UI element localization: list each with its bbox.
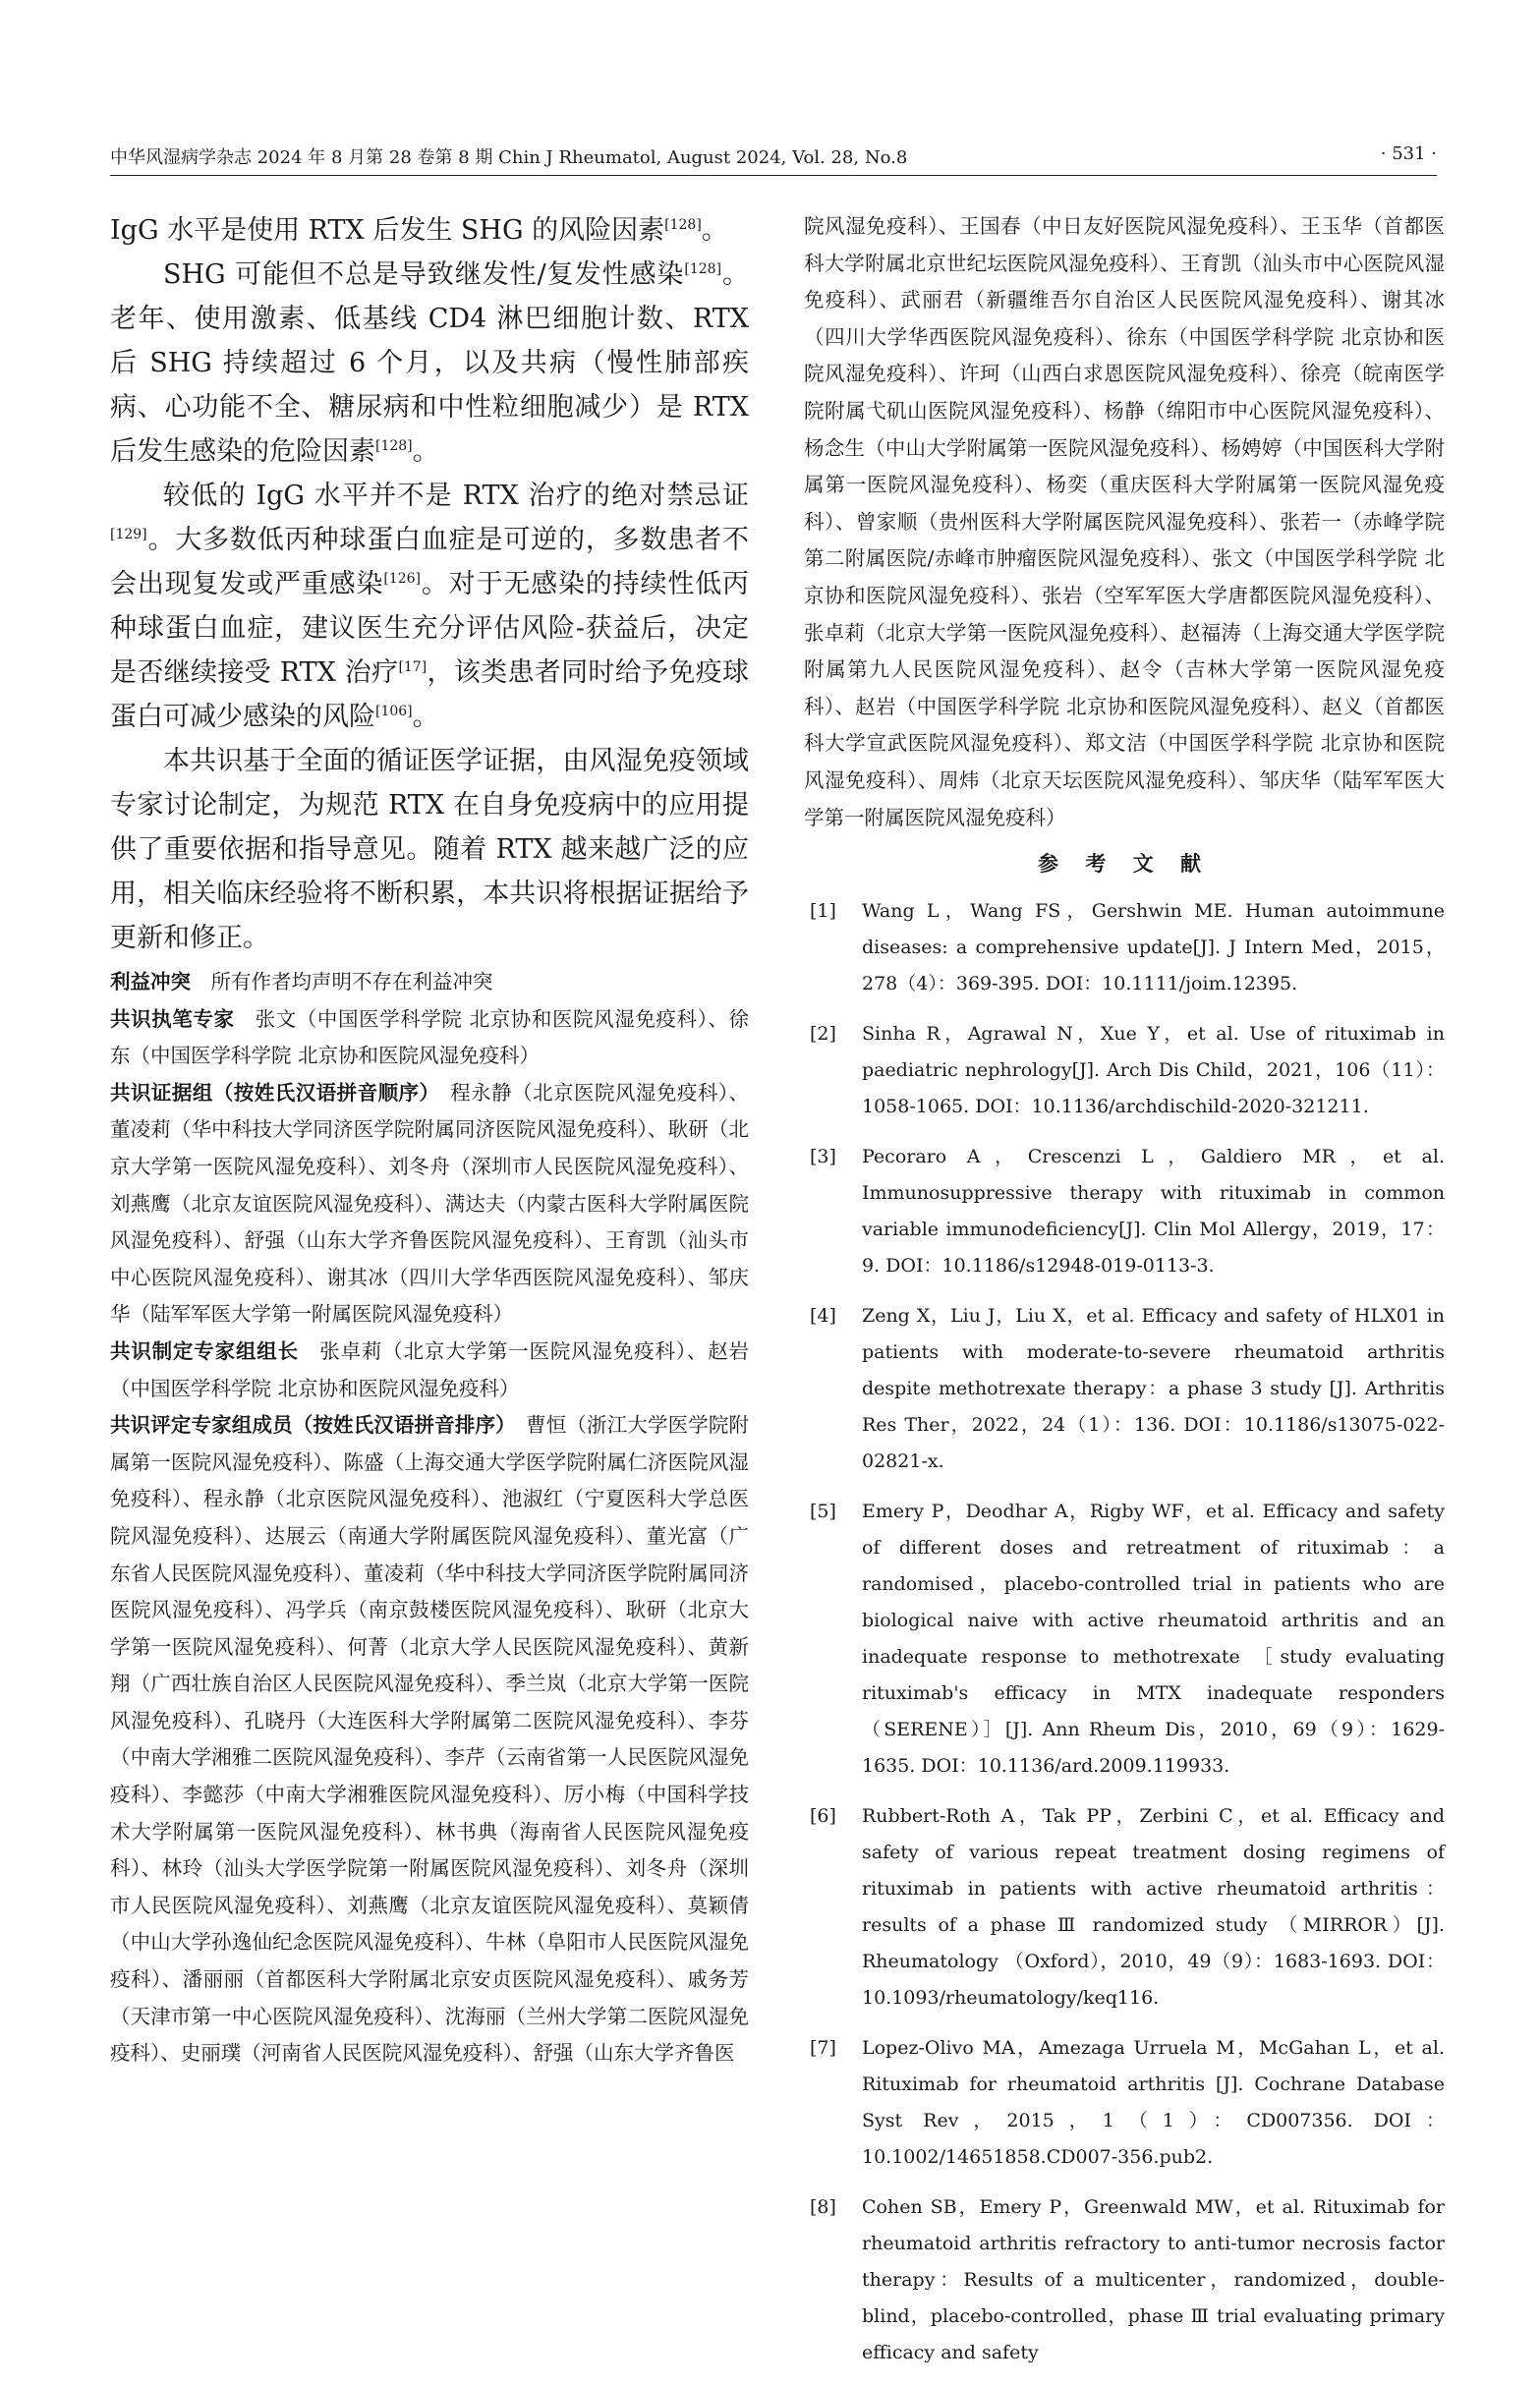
- citation: [17]: [398, 659, 428, 675]
- paragraph-text: 较低的 IgG 水平并不是 RTX 治疗的绝对禁忌证: [163, 481, 749, 511]
- left-column: [110, 208, 749, 2073]
- evidence-group: [110, 1075, 749, 1334]
- reference-text: Lopez-Olivo MA，Amezaga Urruela M，McGahan L，et al. Rituximab for rheumatoid arthritis [J]. Cochrane Database Syst Rev，2015，1（1）：CD007356. DOI：10.1002/14651858.CD007-356.pub2.: [862, 2037, 1445, 2169]
- paragraph-text: 。老年、使用激素、低基线 CD4 淋巴细胞计数、RTX 后 SHG 持续超过 6 个月，以及共病（慢性肺部疾病、心功能不全、糖尿病和中性粒细胞减少）是 RTX 后发生感染的危险因素: [110, 259, 749, 467]
- section-text: 所有作者均声明不存在利益冲突: [210, 970, 493, 994]
- section-label: 共识执笔专家: [110, 1006, 235, 1031]
- page-number: · 531 ·: [1380, 143, 1437, 164]
- citation: [129]: [110, 527, 147, 542]
- reference-number: [3]: [810, 1146, 836, 1168]
- reference-text: Cohen SB，Emery P，Greenwald MW，et al. Rituximab for rheumatoid arthritis refractory to anti-tumor necrosis factor therapy：Results of a multicenter，randomized，double-blind，placebo-controlled，phase Ⅲ trial evaluating primary efficacy and safety: [862, 2196, 1445, 2364]
- section-label: 利益冲突: [110, 970, 191, 994]
- section-text: 曹恒（浙江大学医学院附属第一医院风湿免疫科）、陈盛（上海交通大学医学院附属仁济医院风湿免疫科）、程永静（北京医院风湿免疫科）、池淑红（宁夏医科大学总医院风湿免疫科）、达展云（南通大学附属医院风湿免疫科）、董光富（广东省人民医院风湿免疫科）、董凌莉（华中科技大学同济医学院附属同济医院风湿免疫科）、冯学兵（南京鼓楼医院风湿免疫科）、耿研（北京大学第一医院风湿免疫科）、何菁（北京大学人民医院风湿免疫科）、黄新翔（广西壮族自治区人民医院风湿免疫科）、季兰岚（北京大学第一医院风湿免疫科）、孔晓丹（大连医科大学附属第二医院风湿免疫科）、李芬（中南大学湘雅二医院风湿免疫科）、李芹（云南省第一人民医院风湿免疫科）、李懿莎（中南大学湘雅医院风湿免疫科）、厉小梅（中国科学技术大学附属第一医院风湿免疫科）、林书典（海南省人民医院风湿免疫科）、林玲（汕头大学医学院第一附属医院风湿免疫科）、刘冬舟（深圳市人民医院风湿免疫科）、刘燕鹰（北京友谊医院风湿免疫科）、莫颖倩（中山大学孙逸仙纪念医院风湿免疫科）、牛林（阜阳市人民医院风湿免疫科）、潘丽丽（首都医科大学附属北京安贞医院风湿免疫科）、戚务芳（天津市第一中心医院风湿免疫科）、沈海丽（兰州大学第二医院风湿免疫科）、史丽璞（河南省人民医院风湿免疫科）、舒强（山东大学齐鲁医: [110, 1413, 750, 2066]
- journal-citation: 中华风湿病学杂志 2024 年 8 月第 28 卷第 8 期 Chin J Rheumatol, August 2024, Vol. 28, No.8: [110, 147, 908, 168]
- right-column: [804, 208, 1445, 2385]
- reference-item: [804, 893, 1445, 1002]
- reference-item: [804, 1016, 1445, 1125]
- section-label: 共识证据组（按姓氏汉语拼音顺序）: [110, 1080, 430, 1105]
- reference-number: [7]: [810, 2037, 836, 2060]
- review-panel-continued: 院风湿免疫科）、王国春（中日友好医院风湿免疫科）、王玉华（首都医科大学附属北京世纪坛医院风湿免疫科）、王育凯（汕头市中心医院风湿免疫科）、武丽君（新疆维吾尔自治区人民医院风湿免疫科）、谢其冰（四川大学华西医院风湿免疫科）、徐东（中国医学科学院 北京协和医院风湿免疫科）、许珂（山西白求恩医院风湿免疫科）、徐亮（皖南医学院附属弋矶山医院风湿免疫科）、杨静（绵阳市中心医院风湿免疫科）、杨念生（中山大学附属第一医院风湿免疫科）、杨娉婷（中国医科大学附属第一医院风湿免疫科）、杨奕（重庆医科大学附属第一医院风湿免疫科）、曾家顺（贵州医科大学附属医院风湿免疫科）、张若一（赤峰学院第二附属医院/赤峰市肿瘤医院风湿免疫科）、张文（中国医学科学院 北京协和医院风湿免疫科）、张岩（空军军医大学唐都医院风湿免疫科）、张卓莉（北京大学第一医院风湿免疫科）、赵福涛（上海交通大学医学院附属第九人民医院风湿免疫科）、赵令（吉林大学第一医院风湿免疫科）、赵岩（中国医学科学院 北京协和医院风湿免疫科）、赵义（首都医科大学宣武医院风湿免疫科）、郑文洁（中国医学科学院 北京协和医院风湿免疫科）、周炜（北京天坛医院风湿免疫科）、邹庆华（陆军军医大学第一附属医院风湿免疫科）: [804, 214, 1445, 829]
- citation: [128]: [375, 438, 413, 454]
- references-title: 参 考 文 献: [1038, 852, 1211, 877]
- review-panel: [110, 1407, 749, 2073]
- reference-text: Zeng X，Liu J，Liu X，et al. Efficacy and safety of HLX01 in patients with moderate-to-severe rheumatoid arthritis despite methotrexate therapy：a phase 3 study [J]. Arthritis Res Ther，2022，24（1）：136. DOI：10.1186/s13075-022-02821-x.: [862, 1305, 1445, 1473]
- citation: [106]: [375, 704, 413, 719]
- reference-number: [1]: [810, 900, 836, 923]
- group-leaders: [110, 1334, 749, 1407]
- reference-text: Pecoraro A，Crescenzi L，Galdiero MR，et al. Immunosuppressive therapy with rituximab in common variable immunodeficiency[J]. Clin Mol Allergy，2019，17：9. DOI：10.1186/s12948-019-0113-3.: [862, 1146, 1445, 1278]
- section-label: 共识评定专家组成员（按姓氏汉语拼音排序）: [110, 1413, 506, 1438]
- reference-number: [5]: [810, 1501, 836, 1523]
- reference-number: [6]: [810, 1805, 836, 1828]
- citation: [128]: [684, 261, 722, 277]
- body-paragraph-1: [110, 208, 749, 253]
- body-paragraph-3: [110, 474, 749, 739]
- reference-item: [804, 1139, 1445, 1284]
- section-label: 共识制定专家组组长: [110, 1338, 299, 1363]
- paragraph-text: 本共识基于全面的循证医学证据，由风湿免疫领域专家讨论制定，为规范 RTX 在自身免疫病中的应用提供了重要依据和指导意见。随着 RTX 越来越广泛的应用，相关临床经验将不断积累，本共识将根据证据给予更新和修正。: [110, 746, 749, 953]
- reference-item: [804, 2030, 1445, 2176]
- body-paragraph-2: [110, 253, 749, 474]
- paragraph-text: SHG 可能但不总是导致继发性/复发性感染: [163, 259, 685, 290]
- section-text: 张文（中国医学科学院 北京协和医院风湿免疫科）、徐东（中国医学科学院 北京协和医院风湿免疫科）: [110, 1006, 750, 1068]
- reference-number: [2]: [810, 1023, 836, 1046]
- reference-item: [804, 1298, 1445, 1480]
- citation: [126]: [383, 571, 421, 587]
- references-section: [804, 848, 1445, 2371]
- header-rule: [110, 175, 1437, 176]
- conflict-of-interest: [110, 964, 749, 1001]
- reference-item: [804, 2189, 1445, 2371]
- reference-text: Rubbert-Roth A，Tak PP，Zerbini C，et al. Efficacy and safety of various repeat treatment dosing regimens of rituximab in patients with active rheumatoid arthritis：results of a phase Ⅲ randomized study （MIRROR）[J]. Rheumatology （Oxford），2010，49（9）：1683-1693. DOI：10.1093/rheumatology/keq116.: [862, 1805, 1445, 2010]
- reference-text: Wang L，Wang FS，Gershwin ME. Human autoimmune diseases: a comprehensive update[J]. J Intern Med，2015，278（4）：369-395. DOI：10.1111/joim.12395.: [862, 900, 1445, 995]
- paragraph-text: 。: [412, 702, 439, 732]
- paragraph-text: 。大多数低丙种球蛋白血症是可逆的，多数患者不会出现复发或严重感染: [110, 525, 749, 599]
- paragraph-text: 。: [412, 436, 439, 467]
- running-header: [110, 143, 1437, 175]
- paragraph-text: 。: [701, 215, 728, 246]
- paragraph-text: 。对于无感染的持续性低丙种球蛋白血症，建议医生充分评估风险-获益后，决定是否继续接受 RTX 治疗: [110, 569, 750, 688]
- writing-experts: [110, 1001, 749, 1075]
- reference-text: Emery P，Deodhar A，Rigby WF，et al. Efficacy and safety of different doses and retreatment of rituximab：a randomised，placebo-controlled trial in patients who are biological naive with active rheumatoid arthritis and an inadequate response to methotrexate ［study evaluating rituximab's efficacy in MTX inadequate responders （SERENE）］[J]. Ann Rheum Dis，2010，69（9）：1629-1635. DOI：10.1136/ard.2009.119933.: [862, 1501, 1445, 1778]
- reference-text: Sinha R，Agrawal N，Xue Y，et al. Use of rituximab in paediatric nephrology[J]. Arch Dis Child，2021，106（11）：1058-1065. DOI：10.1136/archdischild-2020-321211.: [862, 1023, 1445, 1118]
- reference-number: [4]: [810, 1305, 836, 1328]
- citation: [128]: [664, 217, 702, 233]
- section-text: 程永静（北京医院风湿免疫科）、董凌莉（华中科技大学同济医学院附属同济医院风湿免疫科）、耿研（北京大学第一医院风湿免疫科）、刘冬舟（深圳市人民医院风湿免疫科）、刘燕鹰（北京友谊医院风湿免疫科）、满达夫（内蒙古医科大学附属医院风湿免疫科）、舒强（山东大学齐鲁医院风湿免疫科）、王育凯（汕头市中心医院风湿免疫科）、谢其冰（四川大学华西医院风湿免疫科）、邹庆华（陆军军医大学第一附属医院风湿免疫科）: [110, 1080, 750, 1327]
- section-text: 张卓莉（北京大学第一医院风湿免疫科）、赵岩（中国医学科学院 北京协和医院风湿免疫科）: [110, 1338, 750, 1400]
- paragraph-text: ，该类患者同时给予免疫球蛋白可减少感染的风险: [110, 657, 750, 732]
- reference-item: [804, 1494, 1445, 1785]
- paragraph-text: IgG 水平是使用 RTX 后发生 SHG 的风险因素: [110, 215, 665, 246]
- reference-number: [8]: [810, 2196, 836, 2219]
- body-paragraph-4: [110, 739, 749, 960]
- reference-item: [804, 1798, 1445, 2016]
